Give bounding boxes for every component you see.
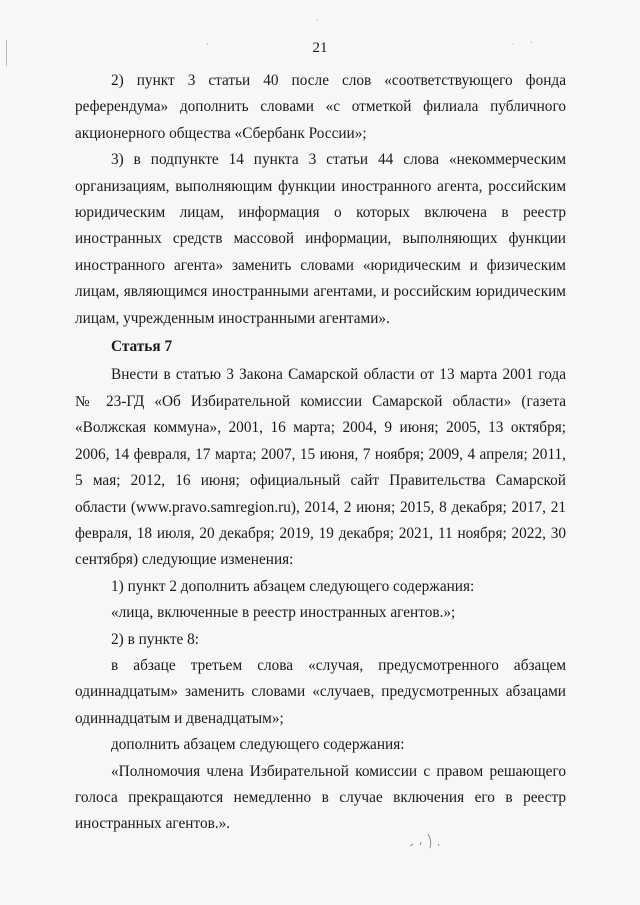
paragraph-item-2-sub-2: дополнить абзацем следующего содержания:	[111, 736, 405, 754]
pen-mark	[408, 830, 446, 852]
paragraph-item-1: 1) пункт 2 дополнить абзацем следующего содержания:	[111, 577, 475, 595]
scan-dot-mark: ·	[206, 40, 209, 50]
paragraph-item-3-point-3-article-44: 3) в подпункте 14 пункта 3 статьи 44 слова «некоммерческим организациям, выполняющим функции иностранного агента, российским юридическим лицам, информация о которых включена в реестр иностранных средств массовой информации, выполняющих функции иностранного агента» заменить словами «юридическим и физическим лицам, являющимся иностранными агентами, и российским юридическим лицам, учрежденным иностранными агентами».	[75, 151, 566, 327]
paragraph-quote-2: «Полномочия члена Избирательной комиссии с правом решающего голоса прекращаются немедленно в случае включения его в реестр иностранных агентов.».	[75, 762, 566, 833]
scan-dot-mark: ·	[316, 16, 319, 26]
article-heading: Статья 7	[111, 338, 173, 356]
paragraph-item-2-point-3-article-40: 2) пункт 3 статьи 40 после слов «соответствующего фонда референдума» дополнить словами «с отметкой филиала публичного акционерного общества «Сбербанк России»;	[75, 72, 566, 142]
scan-dot-mark: ·	[512, 40, 515, 50]
scan-dot-mark: ·	[530, 38, 533, 48]
paragraph-article-7-intro: Внести в статью 3 Закона Самарской области от 13 марта 2001 года № 23-ГД «Об Избирательной комиссии Самарской области» (газета «Волжская коммуна», 2001, 16 марта; 2004, 9 июня; 2005, 13 октября; 2006, 14 февраля, 17 марта; 2007, 15 июня, 7 ноября; 2009, 4 апреля; 2011, 5 мая; 2012, 16 июня; официальный сайт Правительства Самарской области (www.pravo.samregion.ru), 2014, 2 июня; 2015, 8 декабря; 2017, 21 февраля, 18 июля, 20 декабря; 2019, 19 декабря; 2021, 11 ноября; 2022, 30 сентября) следующие изменения:	[75, 366, 566, 569]
paragraph-item-2: 2) в пункте 8:	[111, 630, 200, 648]
document-body	[75, 68, 566, 838]
paragraph-quote-1: «лица, включенные в реестр иностранных агентов.»;	[111, 604, 456, 622]
page-number: 21	[312, 40, 328, 56]
paragraph-item-2-sub-1: в абзаце третьем слова «случая, предусмотренного абзацем одиннадцатым» заменить словами «случаев, предусмотренных абзацами одиннадцатым и двенадцатым»;	[75, 656, 566, 727]
